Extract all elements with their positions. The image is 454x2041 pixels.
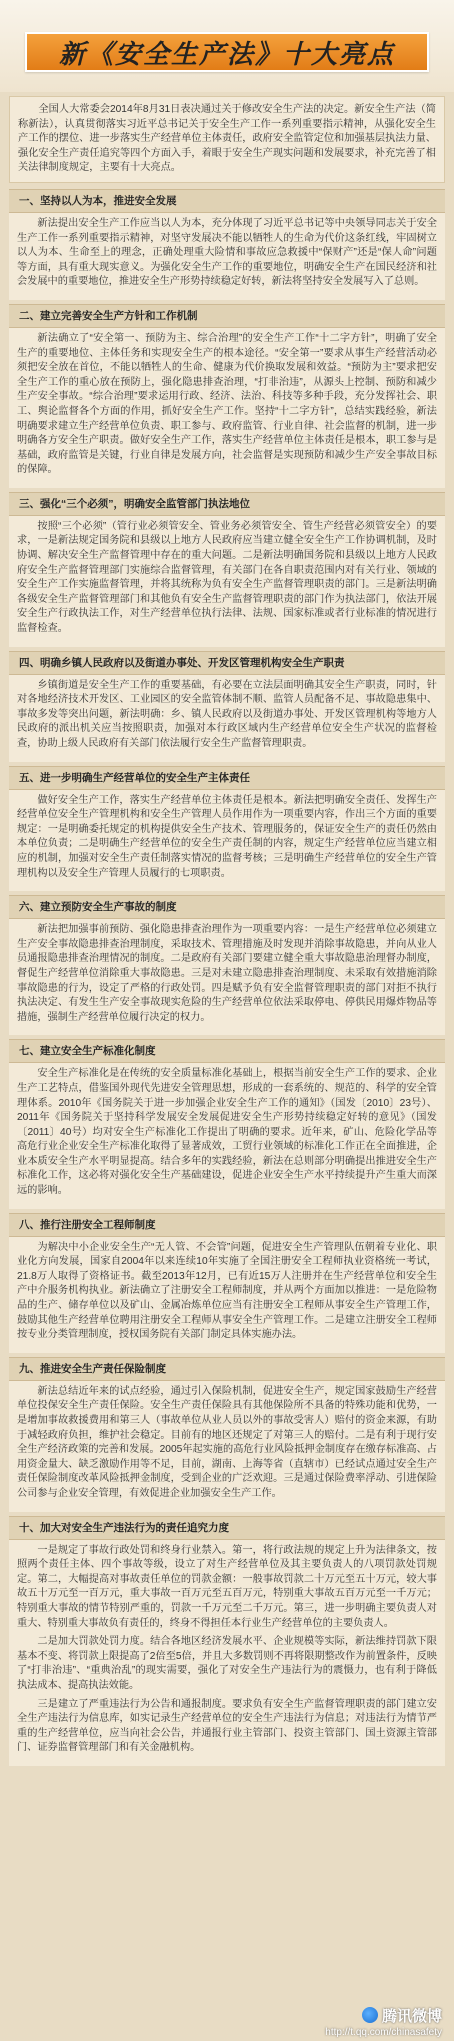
section-body [9, 919, 445, 1035]
section-body [9, 1381, 445, 1512]
section-paragraph: 三是建立了严重违法行为公告和通报制度。要求负有安全生产监督管理职责的部门建立安全生产违法行为信息库，如实记录生产经营单位的安全生产违法行为信息；对违法行为情节严重的生产经营单位，应当向社会公告，并通报行业主管部门、投资主管部门、国土资源主管部门、证券监督管理部门和有关金融机构。 [17, 1698, 437, 1754]
section-body [9, 1063, 445, 1208]
sections-container [9, 189, 445, 1766]
section-heading: 三、强化“三个必须”，明确安全监管部门执法地位 [9, 492, 445, 516]
section-paragraph: 新法确立了“安全第一、预防为主、综合治理”的安全生产工作“十二字方针”，明确了安全生产的重要地位、主体任务和实现安全生产的根本途径。“安全第一”要求从事生产经营活动必须把安全放在首位，不能以牺牲人的生命、健康为代价换取发展和效益。“预防为主”要求把安全生产工作的重心放在预防上，强化隐患排查治理，“打非治违”，从源头上控制、预防和减少生产安全事故。“综合治理”要求运用行政、经济、法治、科技等多种手段，充分发挥社会、职工、舆论监督各个方面的作用，抓好安全生产工作。坚持“十二字方针”，总结实践经验，新法明确要求建立生产经营单位负责、职工参与、政府监管、行业自律、社会监督的机制，进一步明确各方安全生产职责。做好安全生产工作，落实生产经营单位主体责任是根本，职工参与是基础，政府监管是关键，行业自律是发展方向，社会监督是实现预防和减少生产安全事故目标的保障。 [17, 332, 437, 476]
section-body [9, 328, 445, 488]
section-paragraph: 为解决中小企业安全生产“无人管、不会管”问题，促进安全生产管理队伍朝着专业化、职业化方向发展，国家自2004年以来连续10年实施了全国注册安全工程师执业资格统一考试，21.8万人取得了资格证书。截至2013年12月，已有近15万人注册并在生产经营单位和安全生产中介服务机构执业。新法确立了注册安全工程师制度，并从两个方面加以推进：一是危险物品的生产、储存单位以及矿山、金属冶炼单位应当有注册安全工程师从事安全生产管理工作，鼓励其他生产经营单位聘用注册安全工程师从事安全生产管理工作。二是建立注册安全工程师按专业分类管理制度，授权国务院有关部门制定具体实施办法。 [17, 1241, 437, 1341]
section-paragraph: 乡镇街道是安全生产工作的重要基础，有必要在立法层面明确其安全生产职责，同时，针对各地经济技术开发区、工业园区的安全监管体制不顺、监管人员配备不足、事故隐患集中、事故多发等突出问题，新法明确：乡、镇人民政府以及街道办事处、开发区管理机构等地方人民政府的派出机关应当按照职责，加强对本行政区域内生产经营单位安全生产状况的监督检查，协助上级人民政府有关部门依法履行安全生产监督管理职责。 [17, 679, 437, 749]
section-body [9, 675, 445, 762]
section-paragraph: 新法提出安全生产工作应当以人为本，充分体现了习近平总书记等中央领导同志关于安全生产工作一系列重要指示精神，对坚守发展决不能以牺牲人的生命为代价这条红线，牢固树立以人为本、生命至上的理念，正确处理重大险情和事故应急救援中“保财产”还是“保人命”问题等方面，具有重大现实意义。为强化安全生产工作的重要地位，明确安全生产在国民经济和社会发展中的重要地位，推进安全生产形势持续稳定好转，新法将坚持安全发展写入了总则。 [17, 217, 437, 288]
section-heading: 九、推进安全生产责任保险制度 [9, 1357, 445, 1381]
section-body [9, 213, 445, 300]
brand-url: http://t.qq.com/chinasafety [325, 2026, 442, 2038]
section-paragraph: 安全生产标准化是在传统的安全质量标准化基础上，根据当前安全生产工作的要求、企业生产工艺特点，借鉴国外现代先进安全管理思想，形成的一套系统的、规范的、科学的安全管理体系。2010年《国务院关于进一步加强企业安全生产工作的通知》（国发〔2010〕23号）、2011年《国务院关于坚持科学发展安全发展促进安全生产形势持续稳定好转的意见》（国发〔2011〕40号）均对安全生产标准化工作提出了明确的要求。近年来，矿山、危险化学品等高危行业企业安全生产标准化取得了显著成效，工贸行业领域的标准化工作正在全面推进，企业本质安全生产水平明显提高。结合多年的实践经验，新法在总则部分明确提出推进安全生产标准化工作，这必将对强化安全生产基础建设，促进企业安全生产水平持续提升产生重大而深远的影响。 [17, 1068, 437, 1197]
section-paragraph: 做好安全生产工作，落实生产经营单位主体责任是根本。新法把明确安全责任、发挥生产经营单位安全生产管理机构和安全生产管理人员作用作为一项重要内容，作出三个方面的重要规定：一是明确委托规定的机构提供安全生产技术、管理服务的，保证安全生产的责任仍然由本单位负责；二是明确生产经营单位的安全生产责任制的内容，规定生产经营单位应当建立相应的机制，加强对安全生产责任制落实情况的监督考核；三是明确生产经营单位的安全生产管理机构以及安全生产管理人员履行的七项职责。 [17, 794, 437, 879]
section-body [9, 1540, 445, 1766]
footer-watermark [0, 2001, 454, 2041]
section-body [9, 790, 445, 892]
section-heading: 六、建立预防安全生产事故的制度 [9, 895, 445, 919]
section-paragraph: 新法把加强事前预防、强化隐患排查治理作为一项重要内容：一是生产经营单位必须建立生产安全事故隐患排查治理制度，采取技术、管理措施及时发现并消除事故隐患，并向从业人员通报隐患排查治理情况的制度。二是政府有关部门要建立健全重大事故隐患治理督办制度，督促生产经营单位消除重大事故隐患。三是对未建立隐患排查治理制度、未采取有效措施消除事故隐患的行为，设定了严格的行政处罚。四是赋予负有安全监督管理职责的部门对拒不执行执法决定、有发生生产安全事故现实危险的生产经营单位依法采取停电、停供民用爆炸物品等措施，强制生产经营单位履行决定的权力。 [17, 924, 437, 1023]
tencent-weibo-logo-icon [362, 2007, 378, 2023]
brand [362, 2005, 442, 2026]
section-paragraph: 新法总结近年来的试点经验，通过引入保险机制，促进安全生产，规定国家鼓励生产经营单位投保安全生产责任保险。安全生产责任保险具有其他保险所不具备的特殊功能和优势，一是增加事故救援费用和第三人（事故单位从业人员以外的事故受害人）赔付的资金来源，有助于减轻政府负担，维护社会稳定。目前有的地区还规定了对第三人的赔付。二是有利于现行安全生产经济政策的完善和发展。2005年起实施的高危行业风险抵押金制度存在缴存标准高、占用资金量大、缺乏激励作用等不足，目前，湖南、上海等省（直辖市）已经试点通过安全生产责任保险制度改革风险抵押金制度，受到企业的广泛欢迎。三是通过保险费率浮动、引进保险公司参与企业安全管理，有效促进企业加强安全生产工作。 [17, 1385, 437, 1499]
intro-paragraph: 全国人大常委会2014年8月31日表决通过关于修改安全生产法的决定。新安全生产法（简称新法），认真贯彻落实习近平总书记关于安全生产工作一系列重要指示精神，从强化安全生产工作的摆位、进一步落实生产经营单位主体责任，政府安全监管定位和加强基层执法力量、强化安全生产责任追究等四个方面入手，着眼于安全生产现实问题和发展要求，补充完善了相关法律制度规定，主要有十大亮点。 [9, 96, 445, 183]
section-heading: 二、建立完善安全生产方针和工作机制 [9, 304, 445, 328]
title-strip [25, 32, 429, 72]
section-heading: 七、建立安全生产标准化制度 [9, 1039, 445, 1063]
section-heading: 一、坚持以人为本，推进安全发展 [9, 189, 445, 213]
section-paragraph: 二是加大罚款处罚力度。结合各地区经济发展水平、企业规模等实际，新法维持罚款下限基本不变、将罚款上限提高了2倍至5倍，并且大多数罚则不再将限期整改作为前置条件，反映了“打非治违”、“重典治乱”的现实需要，强化了对安全生产违法行为的震慑力，也有利于降低执法成本、提高执法效能。 [17, 1636, 437, 1691]
brand-name: 腾讯微博 [381, 2007, 442, 2025]
page-title: 新《安全生产法》十大亮点 [58, 39, 395, 70]
section-paragraph: 按照“三个必须”（管行业必须管安全、管业务必须管安全、管生产经营必须管安全）的要求，一是新法规定国务院和县级以上地方人民政府应当建立健全安全生产工作协调机制，及时协调、解决安全生产监督管理中存在的重大问题。二是新法明确国务院和县级以上地方人民政府安全生产监督管理部门实施综合监督管理，有关部门在各自职责范围内对有关行业、领域的安全生产工作实施监督管理，并将其统称为负有安全生产监督管理职责的部门。三是新法明确各级安全生产监督管理部门和其他负有安全生产监督管理职责的部门作为执法部门，依法开展安全生产行政执法工作，对生产经营单位执行法律、法规、国家标准或者行业标准的情况进行监督检查。 [17, 520, 437, 635]
title-banner [0, 0, 454, 92]
section-heading: 十、加大对安全生产违法行为的责任追究力度 [9, 1516, 445, 1540]
section-paragraph: 一是规定了事故行政处罚和终身行业禁入。第一，将行政法规的规定上升为法律条文，按照两个责任主体、四个事故等级，设立了对生产经营单位及其主要负责人的八项罚款处罚规定。第二，大幅提高对事故责任单位的罚款金额：一般事故罚款二十万元至五十万元，较大事故五十万元至一百万元，重大事故一百万元至五百万元，特别重大事故五百万元至一千万元；特别重大事故的情节特别严重的，罚款一千万元至二千万元。第三，进一步明确主要负责人对重大、特别重大事故负有责任的，终身不得担任本行业生产经营单位的主要负责人。 [17, 1544, 437, 1629]
section-body [9, 516, 445, 647]
section-heading: 四、明确乡镇人民政府以及街道办事处、开发区管理机构安全生产职责 [9, 651, 445, 675]
section-heading: 八、推行注册安全工程师制度 [9, 1213, 445, 1237]
section-body [9, 1237, 445, 1353]
section-heading: 五、进一步明确生产经营单位的安全生产主体责任 [9, 766, 445, 790]
